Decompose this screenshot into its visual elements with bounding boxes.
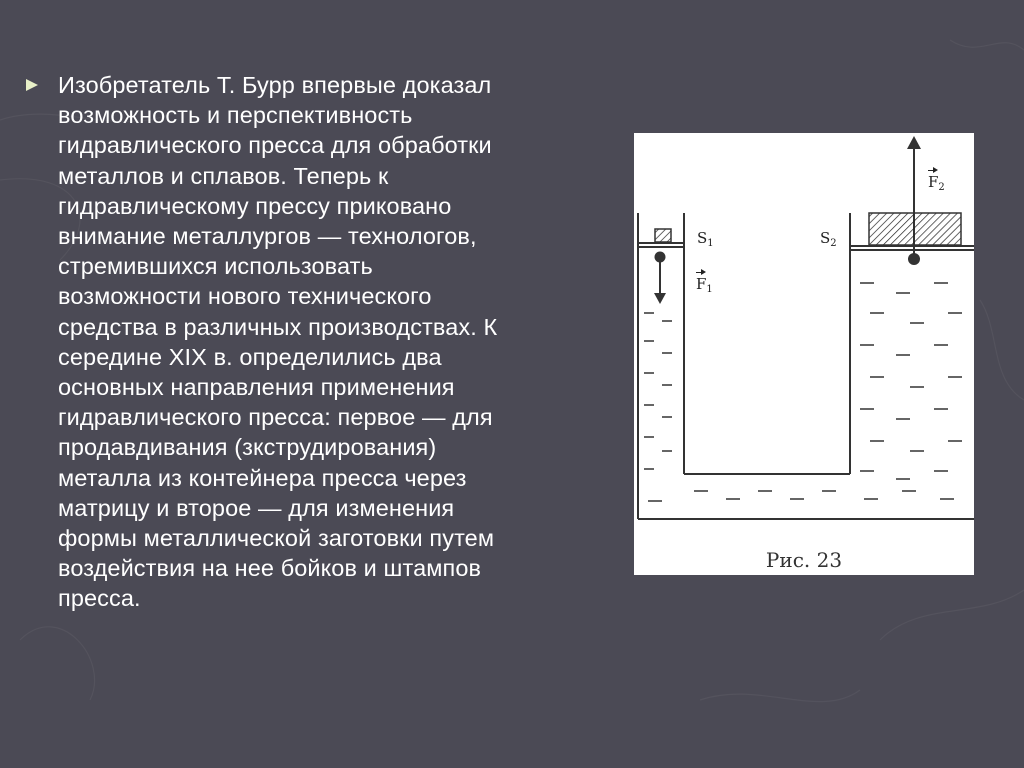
f1-label: $F_1$ [696,275,713,295]
text-line: внимание металлургов — технологов, [58,223,477,250]
text-line: средства в различных производствах. К [58,313,498,340]
text-line: стремившихся использовать [58,253,373,280]
text-line: Изобретатель Т. Бурр впервые доказал [58,72,492,98]
figure-caption: Рис. 23 [765,548,843,572]
text-line: середине XIX в. определились два [58,343,442,370]
hydraulic-press-figure [634,133,974,575]
text-line: продавдивания (зкструдирования) [58,434,437,461]
text-line: матрицу и второе — для изменения [58,494,455,521]
text-line: гидравлическому прессу приковано [58,192,452,219]
s2-label: $S_2$ [820,229,837,249]
text-line: основных направления применения [58,374,455,401]
text-line: металла из контейнера пресса через [58,464,467,491]
text-line: возможности нового технического [58,283,432,310]
bullet-item [26,70,606,614]
text-line: формы металлической заготовки путем [58,525,495,552]
text-line: металлов и сплавов. Теперь к [58,162,389,189]
text-line: гидравлического пресса: первое — для [58,404,493,431]
text-line: гидравлического пресса для обработки [58,132,492,159]
text-line: возможность и перспективность [58,102,413,129]
f2-label: $F_2$ [928,173,945,193]
text-line: воздействия на нее бойков и штампов [58,555,482,582]
text-line: пресса. [58,585,141,612]
hydraulic-press-diagram [634,133,974,575]
bullet-arrow-icon [26,79,38,91]
s1-label: $S_1$ [697,229,714,249]
bullet-text [58,70,606,614]
